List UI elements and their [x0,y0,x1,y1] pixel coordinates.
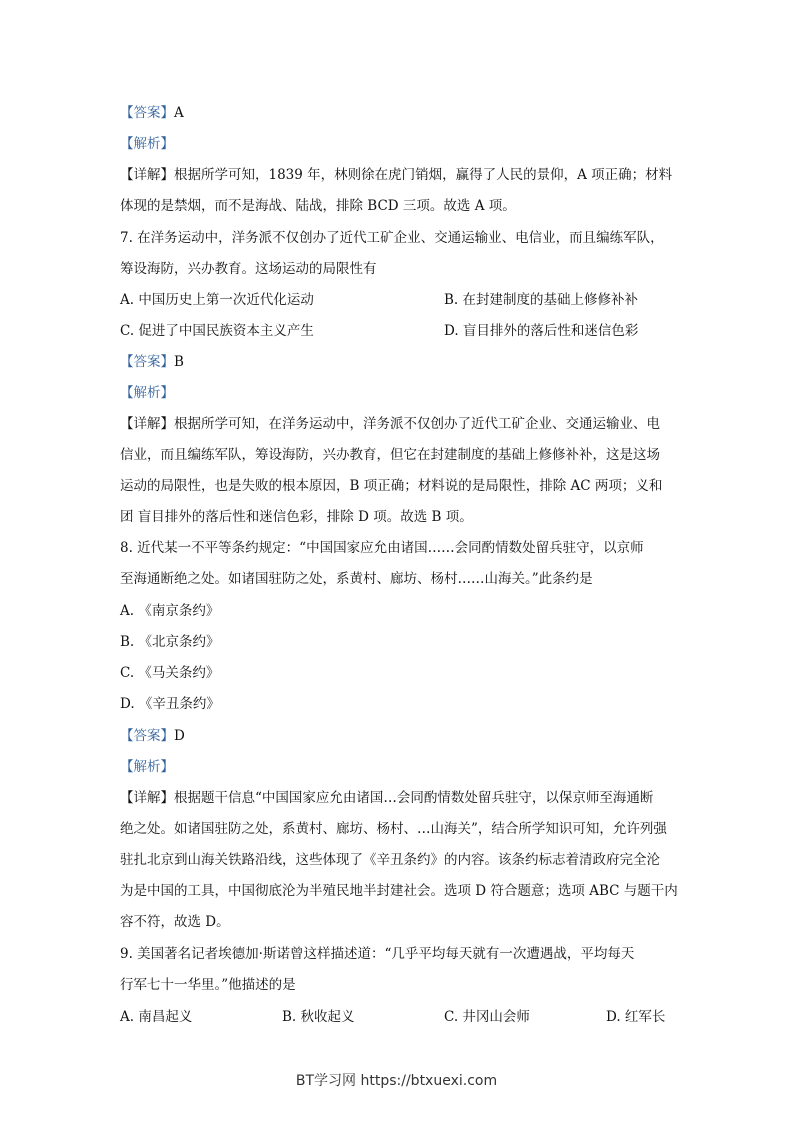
detail-line: 容不符，故选 D。 [120,914,230,930]
detail-tag: 【详解】 [120,167,174,183]
option-a: A. 南昌起义 [120,1009,193,1025]
question-stem: 9. 美国著名记者埃德加·斯诺曾这样描述道：“几乎平均每天就有一次遭遇战，平均每天 [120,946,635,962]
answer-tag: 【答案】 [120,728,174,744]
option-c: C. 促进了中国民族资本主义产生 [120,323,314,339]
analysis-tag: 【解析】 [120,759,174,775]
detail-line: 绝之处。如诸国驻防之处，系黄村、廊坊、杨村、…山海关”，结合所学知识可知，允许列强 [120,821,667,837]
answer-line [120,726,185,746]
analysis-line [120,757,174,777]
detail-line: 驻扎北京到山海关铁路沿线，这些体现了《辛丑条约》的内容。该条约标志着清政府完全沦 [120,852,660,868]
analysis-line [120,383,174,403]
question-stem: 至海通断绝之处。如诸国驻防之处，系黄村、廊坊、杨村……山海关。”此条约是 [120,571,593,587]
detail-tag: 【详解】 [120,416,174,432]
detail-line: 为是中国的工具，中国彻底沦为半殖民地半封建社会。选项 D 符合题意；选项 ABC 与题干内 [120,883,678,899]
option-d: D. 《辛丑条约》 [120,696,220,712]
question-stem: 8. 近代某一不平等条约规定：“中国国家应允由诸国……会同酌情数处留兵驻守，以京师 [120,540,644,556]
question-stem: 行军七十一华里。”他描述的是 [120,977,296,993]
detail-line: 体现的是禁烟，而不是海战、陆战，排除 BCD 三项。故选 A 项。 [120,198,516,214]
question-stem: 7. 在洋务运动中，洋务派不仅创办了近代工矿企业、交通运输业、电信业，而且编练军队， [120,230,664,246]
analysis-line [120,134,174,154]
analysis-tag: 【解析】 [120,385,174,401]
detail-text: 根据题干信息“中国国家应允由诸国…会同酌情数处留兵驻守，以保京师至海通断 [174,790,654,806]
detail-line: 运动的局限性，也是失败的根本原因，B 项正确；材料说的是局限性，排除 AC 两项；义和 [120,478,663,494]
option-d: D. 盲目排外的落后性和迷信色彩 [444,323,639,339]
answer-value: A [174,105,184,121]
answer-line [120,103,184,123]
detail-tag: 【详解】 [120,790,174,806]
option-a: A. 中国历史上第一次近代化运动 [120,292,314,308]
answer-tag: 【答案】 [120,105,174,121]
question-stem: 筹设海防，兴办教育。这场运动的局限性有 [120,261,377,277]
detail-line [120,414,660,434]
answer-tag: 【答案】 [120,354,174,370]
detail-text: 根据所学可知，在洋务运动中，洋务派不仅创办了近代工矿企业、交通运输业、电 [174,416,660,432]
option-b: B. 秋收起义 [282,1009,355,1025]
detail-line: 团 盲目排外的落后性和迷信色彩，排除 D 项。故选 B 项。 [120,509,473,525]
option-b: B. 《北京条约》 [120,634,220,650]
detail-line: 信业，而且编练军队，筹设海防，兴办教育，但它在封建制度的基础上修修补补，这是这场 [120,447,660,463]
detail-line [120,165,672,185]
answer-value: B [174,354,184,370]
option-c: C. 井冈山会师 [444,1009,530,1025]
detail-text: 根据所学可知，1839 年，林则徐在虎门销烟，赢得了人民的景仰，A 项正确；材料 [174,167,673,183]
option-a: A. 《南京条约》 [120,603,220,619]
option-c: C. 《马关条约》 [120,665,220,681]
option-b: B. 在封建制度的基础上修修补补 [444,292,639,308]
footer-watermark: BT学习网 https://btxuexi.com [295,1073,498,1089]
answer-line [120,352,184,372]
answer-value: D [174,728,185,744]
analysis-tag: 【解析】 [120,136,174,152]
option-d: D. 红军长 [606,1009,666,1025]
detail-line [120,788,653,808]
